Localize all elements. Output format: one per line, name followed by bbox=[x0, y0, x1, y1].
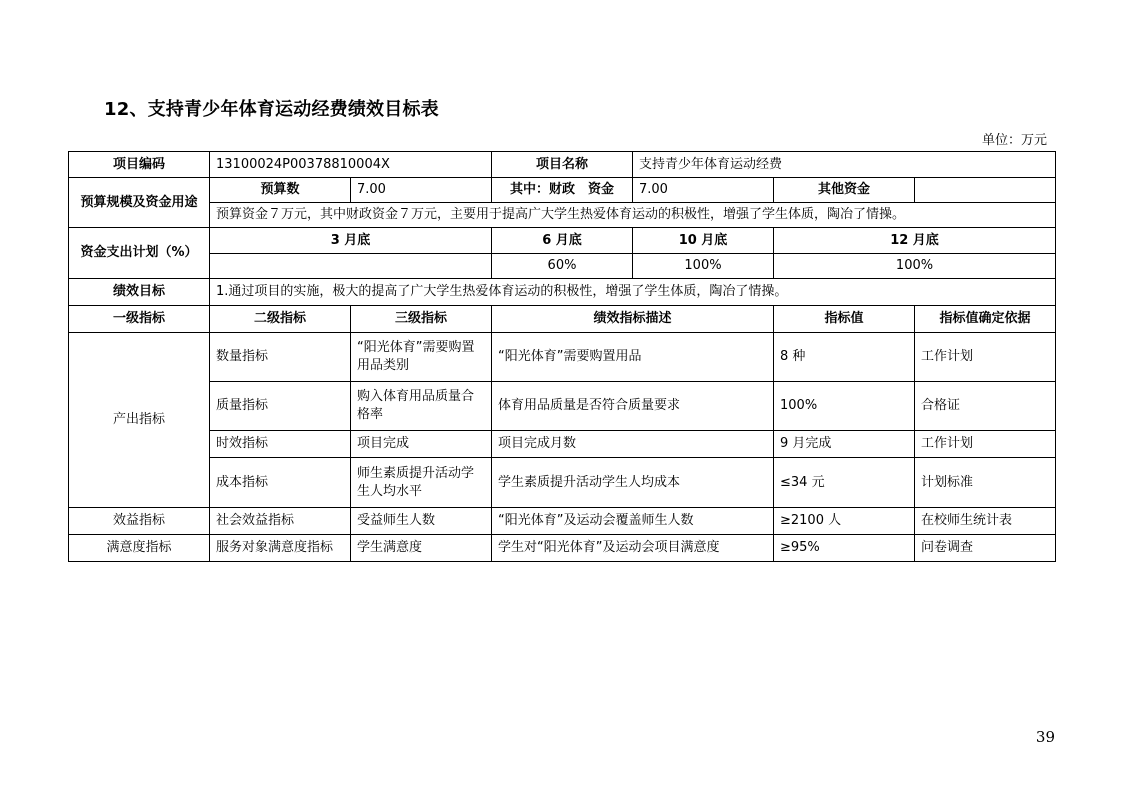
benefit-level2: 社会效益指标 bbox=[210, 508, 351, 535]
benefit-value: ≥2100 人 bbox=[774, 508, 915, 535]
output-value: 8 种 bbox=[774, 333, 915, 382]
benefit-description: “阳光体育”及运动会覆盖师生人数 bbox=[492, 508, 774, 535]
goal-text: 1.通过项目的实施，极大的提高了广大学生热爱体育运动的积极性，增强了学生体质，陶冶了情操。 bbox=[210, 279, 1056, 306]
satisfaction-basis: 问卷调查 bbox=[915, 535, 1056, 562]
output-description: 学生素质提升活动学生人均成本 bbox=[492, 458, 774, 508]
satisfaction-description: 学生对“阳光体育”及运动会项目满意度 bbox=[492, 535, 774, 562]
benefit-row bbox=[69, 508, 1056, 535]
plan-value-june: 60% bbox=[492, 254, 633, 279]
project-code-label: 项目编码 bbox=[69, 152, 210, 178]
project-name-value: 支持青少年体育运动经费 bbox=[633, 152, 1056, 178]
plan-value-october: 100% bbox=[633, 254, 774, 279]
plan-header-october: 10 月底 bbox=[633, 228, 774, 254]
budget-usage-row bbox=[69, 203, 1056, 228]
budget-amount-label: 预算数 bbox=[210, 178, 351, 203]
output-description: “阳光体育”需要购置用品 bbox=[492, 333, 774, 382]
budget-section-label: 预算规模及资金用途 bbox=[69, 178, 210, 228]
plan-value-march bbox=[210, 254, 492, 279]
plan-header-june: 6 月底 bbox=[492, 228, 633, 254]
project-row bbox=[69, 152, 1056, 178]
table-row bbox=[69, 458, 1056, 508]
indicator-header-row bbox=[69, 306, 1056, 333]
header-level2: 二级指标 bbox=[210, 306, 351, 333]
table-row bbox=[69, 431, 1056, 458]
other-fund-label: 其他资金 bbox=[774, 178, 915, 203]
header-level1: 一级指标 bbox=[69, 306, 210, 333]
budget-usage-text: 预算资金７万元，其中财政资金７万元，主要用于提高广大学生热爱体育运动的积极性，增强了学生体质，陶冶了情操。 bbox=[210, 203, 1056, 228]
performance-target-table bbox=[68, 151, 1056, 562]
output-value: ≤34 元 bbox=[774, 458, 915, 508]
plan-header-march: 3 月底 bbox=[210, 228, 492, 254]
output-level3: 师生素质提升活动学生人均水平 bbox=[351, 458, 492, 508]
benefit-level1: 效益指标 bbox=[69, 508, 210, 535]
output-level3: 购入体育用品质量合格率 bbox=[351, 382, 492, 431]
project-name-label: 项目名称 bbox=[492, 152, 633, 178]
output-basis: 合格证 bbox=[915, 382, 1056, 431]
output-basis: 计划标准 bbox=[915, 458, 1056, 508]
output-level2: 质量指标 bbox=[210, 382, 351, 431]
page-title: 12、支持青少年体育运动经费绩效目标表 bbox=[104, 99, 439, 120]
table-row bbox=[69, 382, 1056, 431]
output-value: 100% bbox=[774, 382, 915, 431]
plan-header-row bbox=[69, 228, 1056, 254]
plan-section-label: 资金支出计划（%） bbox=[69, 228, 210, 279]
goal-row bbox=[69, 279, 1056, 306]
plan-value-row bbox=[69, 254, 1056, 279]
output-basis: 工作计划 bbox=[915, 333, 1056, 382]
output-level2: 成本指标 bbox=[210, 458, 351, 508]
project-code-value: 13100024P00378810004X bbox=[210, 152, 492, 178]
benefit-basis: 在校师生统计表 bbox=[915, 508, 1056, 535]
header-description: 绩效指标描述 bbox=[492, 306, 774, 333]
output-description: 项目完成月数 bbox=[492, 431, 774, 458]
satisfaction-value: ≥95% bbox=[774, 535, 915, 562]
output-basis: 工作计划 bbox=[915, 431, 1056, 458]
benefit-level3: 受益师生人数 bbox=[351, 508, 492, 535]
output-level2: 时效指标 bbox=[210, 431, 351, 458]
header-level3: 三级指标 bbox=[351, 306, 492, 333]
output-level1: 产出指标 bbox=[69, 333, 210, 508]
satisfaction-level2: 服务对象满意度指标 bbox=[210, 535, 351, 562]
fiscal-fund-value: 7.00 bbox=[633, 178, 774, 203]
header-basis: 指标值确定依据 bbox=[915, 306, 1056, 333]
header-value: 指标值 bbox=[774, 306, 915, 333]
budget-amount-value: 7.00 bbox=[351, 178, 492, 203]
output-level2: 数量指标 bbox=[210, 333, 351, 382]
unit-label: 单位：万元 bbox=[981, 133, 1047, 148]
page-number: 39 bbox=[1035, 728, 1055, 746]
satisfaction-level3: 学生满意度 bbox=[351, 535, 492, 562]
plan-value-december: 100% bbox=[774, 254, 1056, 279]
goal-label: 绩效目标 bbox=[69, 279, 210, 306]
plan-header-december: 12 月底 bbox=[774, 228, 1056, 254]
other-fund-value bbox=[915, 178, 1056, 203]
satisfaction-level1: 满意度指标 bbox=[69, 535, 210, 562]
fiscal-fund-label: 其中：财政 资金 bbox=[492, 178, 633, 203]
output-value: 9 月完成 bbox=[774, 431, 915, 458]
output-description: 体育用品质量是否符合质量要求 bbox=[492, 382, 774, 431]
output-level3: “阳光体育”需要购置用品类别 bbox=[351, 333, 492, 382]
budget-row bbox=[69, 178, 1056, 203]
table-row bbox=[69, 333, 1056, 382]
satisfaction-row bbox=[69, 535, 1056, 562]
output-level3: 项目完成 bbox=[351, 431, 492, 458]
